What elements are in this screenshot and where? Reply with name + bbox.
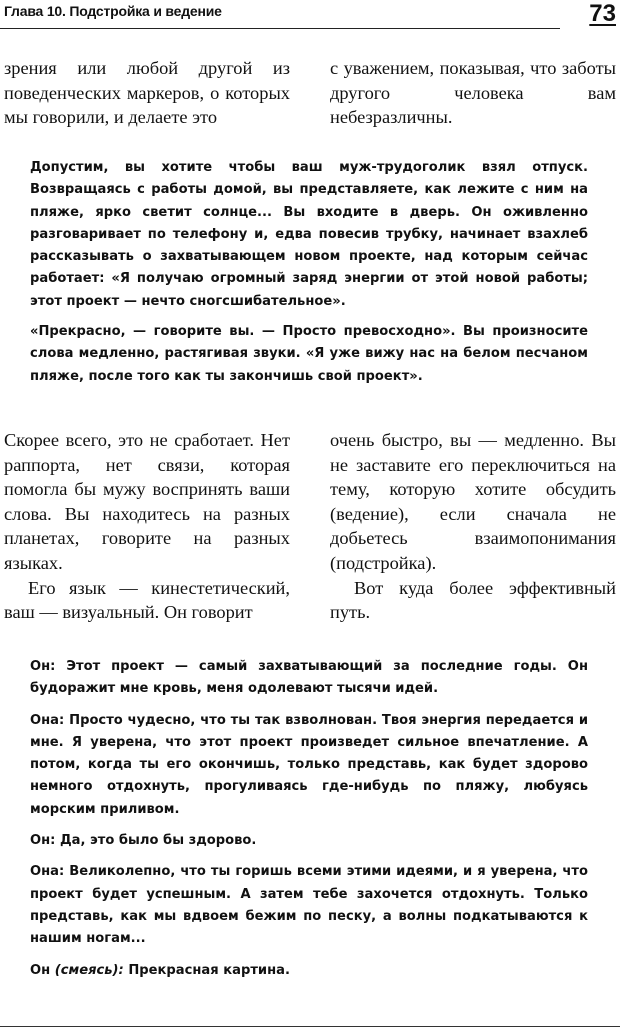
dialogue-line xyxy=(30,861,588,950)
header-rule xyxy=(0,28,560,29)
speaker-label: Он: xyxy=(30,659,56,674)
speaker-label: Он xyxy=(30,962,51,978)
dialogue-text: Прекрасная картина. xyxy=(128,962,290,978)
body-left-paragraph-2: Его язык — кинестетический, ваш — визуальный. Он говорит xyxy=(4,577,290,623)
dialogue-box xyxy=(30,656,588,982)
speaker-label: Она: xyxy=(30,712,65,728)
dialogue-text: Просто чудесно, что ты так взволнован. Твоя энергия передается и мне. Я уверена, что этот проект произведет сильное впечатление. А потом, когда ты его окончишь, только представь, как будет здорово немного отдохнуть, прогуливаясь где-нибудь по пляжу, любуясь морским приливом. xyxy=(30,712,588,817)
chapter-title: Глава 10. Подстройка и ведение xyxy=(4,3,222,19)
body-right-paragraph-1: очень быстро, вы — медленно. Вы не заставите его переключиться на тему, которую хотите обсудить (ведение), если сначала не добьетесь взаимопонимания (подстройка). xyxy=(330,430,616,573)
body-right-paragraph-2: Вот куда более эффективный путь. xyxy=(330,577,616,623)
intro-right-column xyxy=(330,56,616,130)
page-header xyxy=(0,0,620,36)
intro-right-text: с уважением, показывая, что заботы другого человека вам небезразличны. xyxy=(330,58,616,128)
speaker-label: Она: xyxy=(30,864,65,880)
dialogue-line xyxy=(30,656,588,701)
intro-left-text: зрения или любой другой из поведенческих маркеров, о которых мы говорили, и делаете это xyxy=(4,58,290,128)
dialogue-text: Великолепно, что ты горишь всеми этими идеями, и я уверена, что проект будет успешным. А затем тебе захочется отдохнуть. Только представь, как мы вдвоем бежим по песку, а волны подкатываются к нашим ногам... xyxy=(30,864,589,947)
intro-columns xyxy=(4,56,616,130)
body-right-column xyxy=(330,428,616,625)
example-paragraph-1: Допустим, вы хотите чтобы ваш муж-трудоголик взял отпуск. Возвращаясь с работы домой, вы представляете, как лежите с ним на пляже, ярко светит солнце... Вы входите в дверь. Он оживленно разговаривает по телефону и, едва повесив трубку, начинает взахлеб рассказывать о захватывающем новом проекте, над которым сейчас работает: «Я получаю огромный заряд энергии от этой новой работы; этот проект — нечто сногсшибательное». xyxy=(30,160,588,309)
body-columns xyxy=(4,428,616,625)
dialogue-line xyxy=(30,830,588,852)
speaker-label: Он: xyxy=(30,833,56,849)
dialogue-line xyxy=(30,710,588,821)
intro-left-column xyxy=(4,56,290,130)
page-number: 73 xyxy=(589,0,616,27)
example-box-1 xyxy=(30,157,588,388)
example-paragraph-2: «Прекрасно, — говорите вы. — Просто превосходно». Вы произносите слова медленно, растягивая звуки. «Я уже вижу нас на белом песчаном пляже, после того как ты закончишь свой проект». xyxy=(30,324,588,384)
dialogue-line xyxy=(30,960,588,982)
body-left-paragraph-1: Скорее всего, это не сработает. Нет раппорта, нет связи, которая помогла бы мужу воспринять ваши слова. Вы находитесь на разных планетах, говорите на разных языках. xyxy=(4,430,290,573)
dialogue-text: Этот проект — самый захватывающий за последние годы. Он будоражит мне кровь, меня одолевают тысячи идей. xyxy=(30,659,588,697)
dialogue-text: Да, это было бы здорово. xyxy=(59,833,257,849)
speaker-remark: (смеясь): xyxy=(54,962,124,978)
footer-rule xyxy=(0,1026,620,1027)
body-left-column xyxy=(4,428,290,625)
